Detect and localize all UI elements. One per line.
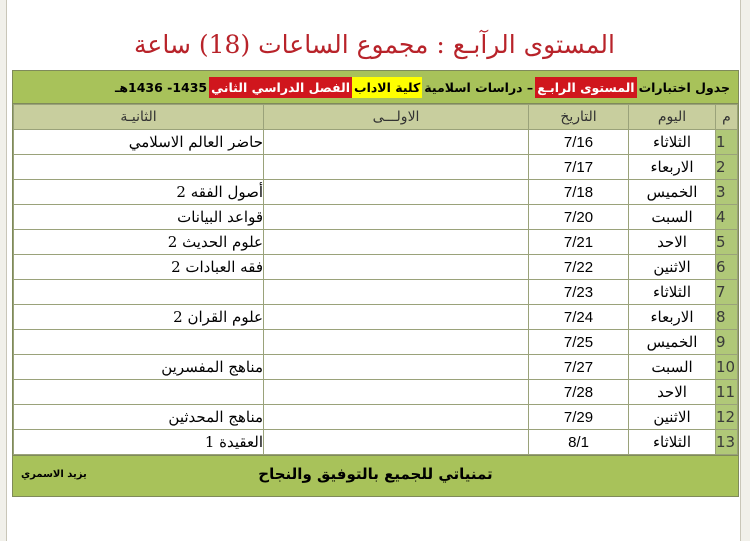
table-row bbox=[14, 355, 738, 380]
date-cell: 7/17 bbox=[529, 155, 629, 180]
row-number-cell: 3 bbox=[716, 180, 738, 205]
date-cell: 7/27 bbox=[529, 355, 629, 380]
date-cell: 7/18 bbox=[529, 180, 629, 205]
row-number-cell: 12 bbox=[716, 405, 738, 430]
first-exam-cell bbox=[264, 205, 529, 230]
first-exam-cell bbox=[264, 155, 529, 180]
left-window-edge bbox=[0, 0, 7, 541]
date-cell: 7/24 bbox=[529, 305, 629, 330]
date-cell: 7/21 bbox=[529, 230, 629, 255]
table-row bbox=[14, 405, 738, 430]
day-cell: الثلاثاء bbox=[629, 130, 716, 155]
day-cell: الاربعاء bbox=[629, 305, 716, 330]
first-exam-cell bbox=[264, 130, 529, 155]
day-cell: الاثنين bbox=[629, 405, 716, 430]
second-exam-cell: علوم القران 2 bbox=[14, 305, 264, 330]
date-cell: 7/25 bbox=[529, 330, 629, 355]
second-exam-cell: أصول الفقه 2 bbox=[14, 180, 264, 205]
table-row bbox=[14, 180, 738, 205]
table-row bbox=[14, 205, 738, 230]
header-semester: الفصل الدراسي الثاني bbox=[209, 77, 352, 98]
row-number-cell: 6 bbox=[716, 255, 738, 280]
day-cell: السبت bbox=[629, 205, 716, 230]
table-row bbox=[14, 380, 738, 405]
column-header-first: الاولـــى bbox=[264, 105, 529, 130]
date-cell: 7/22 bbox=[529, 255, 629, 280]
second-exam-cell bbox=[14, 330, 264, 355]
table-row bbox=[14, 330, 738, 355]
day-cell: الاثنين bbox=[629, 255, 716, 280]
table-row bbox=[14, 155, 738, 180]
day-cell: الخميس bbox=[629, 330, 716, 355]
header-level: المستوى الرابـع bbox=[535, 77, 636, 98]
row-number-cell: 4 bbox=[716, 205, 738, 230]
day-cell: الاحد bbox=[629, 380, 716, 405]
day-cell: الاربعاء bbox=[629, 155, 716, 180]
row-number-cell: 5 bbox=[716, 230, 738, 255]
exam-schedule-table bbox=[13, 104, 738, 455]
first-exam-cell bbox=[264, 180, 529, 205]
header-label: جدول اختبارات bbox=[638, 79, 730, 95]
row-number-cell: 1 bbox=[716, 130, 738, 155]
second-exam-cell bbox=[14, 380, 264, 405]
document-title: المستوى الرآبـع : مجموع الساعات (18) ساعة bbox=[134, 30, 615, 59]
first-exam-cell bbox=[264, 230, 529, 255]
column-header-date: التاريخ bbox=[529, 105, 629, 130]
table-row bbox=[14, 130, 738, 155]
first-exam-cell bbox=[264, 355, 529, 380]
exam-schedule-sheet bbox=[12, 70, 739, 497]
first-exam-cell bbox=[264, 430, 529, 455]
date-cell: 7/23 bbox=[529, 280, 629, 305]
day-cell: الثلاثاء bbox=[629, 430, 716, 455]
header-year: 1435- 1436هـ bbox=[115, 79, 208, 95]
first-exam-cell bbox=[264, 280, 529, 305]
first-exam-cell bbox=[264, 405, 529, 430]
second-exam-cell: علوم الحديث 2 bbox=[14, 230, 264, 255]
date-cell: 8/1 bbox=[529, 430, 629, 455]
second-exam-cell bbox=[14, 155, 264, 180]
date-cell: 7/20 bbox=[529, 205, 629, 230]
right-window-edge bbox=[740, 0, 750, 541]
date-cell: 7/28 bbox=[529, 380, 629, 405]
column-header-day: اليوم bbox=[629, 105, 716, 130]
column-header-second: الثانيـة bbox=[14, 105, 264, 130]
second-exam-cell: فقه العبادات 2 bbox=[14, 255, 264, 280]
footer-message: تمنياتي للجميع بالتوفيق والنجاح bbox=[258, 465, 493, 483]
row-number-cell: 13 bbox=[716, 430, 738, 455]
table-row bbox=[14, 305, 738, 330]
row-number-cell: 11 bbox=[716, 380, 738, 405]
date-cell: 7/29 bbox=[529, 405, 629, 430]
table-row bbox=[14, 430, 738, 455]
date-cell: 7/16 bbox=[529, 130, 629, 155]
row-number-cell: 9 bbox=[716, 330, 738, 355]
row-number-cell: 7 bbox=[716, 280, 738, 305]
schedule-header-band bbox=[13, 71, 738, 104]
table-row bbox=[14, 280, 738, 305]
day-cell: الخميس bbox=[629, 180, 716, 205]
second-exam-cell: مناهج المحدثين bbox=[14, 405, 264, 430]
row-number-cell: 2 bbox=[716, 155, 738, 180]
day-cell: الاحد bbox=[629, 230, 716, 255]
footer-band bbox=[13, 455, 738, 496]
header-college: كلية الاداب bbox=[352, 77, 422, 98]
second-exam-cell: العقيدة 1 bbox=[14, 430, 264, 455]
day-cell: السبت bbox=[629, 355, 716, 380]
day-cell: الثلاثاء bbox=[629, 280, 716, 305]
second-exam-cell bbox=[14, 280, 264, 305]
row-number-cell: 10 bbox=[716, 355, 738, 380]
row-number-cell: 8 bbox=[716, 305, 738, 330]
column-header-num: م bbox=[716, 105, 738, 130]
second-exam-cell: مناهج المفسرين bbox=[14, 355, 264, 380]
table-header-row bbox=[14, 105, 738, 130]
first-exam-cell bbox=[264, 255, 529, 280]
first-exam-cell bbox=[264, 330, 529, 355]
table-row bbox=[14, 255, 738, 280]
first-exam-cell bbox=[264, 305, 529, 330]
table-row bbox=[14, 230, 738, 255]
footer-author: يزيد الاسمري bbox=[21, 469, 87, 480]
second-exam-cell: حاضر العالم الاسلامي bbox=[14, 130, 264, 155]
first-exam-cell bbox=[264, 380, 529, 405]
header-department: – دراسات اسلامية bbox=[424, 79, 534, 95]
second-exam-cell: قواعد البيانات bbox=[14, 205, 264, 230]
